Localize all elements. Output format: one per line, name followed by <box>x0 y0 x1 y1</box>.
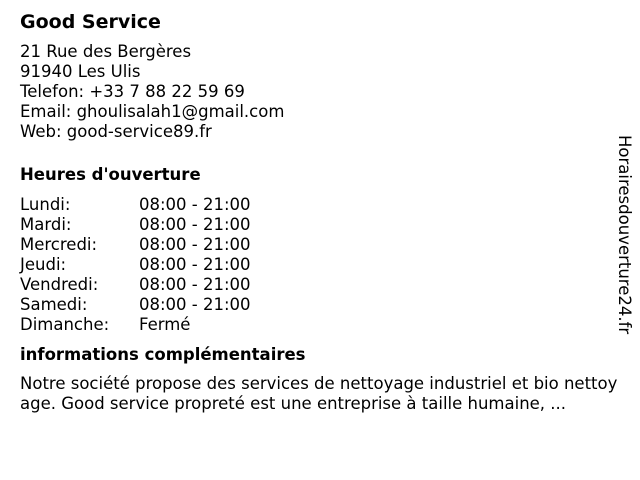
hours-table <box>20 195 625 335</box>
day-label: Dimanche: <box>20 315 110 334</box>
address-street: 21 Rue des Bergères <box>20 42 192 61</box>
email-address: Email: ghoulisalah1@gmail.com <box>20 102 285 121</box>
time-range: 08:00 - 21:00 <box>139 195 251 214</box>
website: Web: good-service89.fr <box>20 122 212 141</box>
watermark-site-name: Horairesdouverture24.fr <box>615 135 634 335</box>
day-label: Jeudi: <box>20 255 67 274</box>
time-range: 08:00 - 21:00 <box>139 215 251 234</box>
hours-row-wednesday <box>20 235 625 255</box>
time-range: 08:00 - 21:00 <box>139 275 251 294</box>
time-range: 08:00 - 21:00 <box>139 235 251 254</box>
hours-row-friday <box>20 275 625 295</box>
hours-heading: Heures d'ouverture <box>20 165 201 184</box>
day-label: Mardi: <box>20 215 72 234</box>
hours-row-monday <box>20 195 625 215</box>
hours-row-tuesday <box>20 215 625 235</box>
hours-row-saturday <box>20 295 625 315</box>
business-name: Good Service <box>20 11 161 33</box>
time-range: 08:00 - 21:00 <box>139 255 251 274</box>
time-range: Fermé <box>139 315 191 334</box>
address-city: 91940 Les Ulis <box>20 62 141 81</box>
day-label: Vendredi: <box>20 275 99 294</box>
info-description: Notre société propose des services de nettoyage industriel et bio nettoyage. Good service propreté est une entreprise à taille humaine, ... <box>20 374 618 413</box>
business-card <box>20 10 625 414</box>
day-label: Samedi: <box>20 295 88 314</box>
phone-number: Telefon: +33 7 88 22 59 69 <box>20 82 245 101</box>
hours-row-thursday <box>20 255 625 275</box>
day-label: Lundi: <box>20 195 71 214</box>
day-label: Mercredi: <box>20 235 98 254</box>
time-range: 08:00 - 21:00 <box>139 295 251 314</box>
info-heading: informations complémentaires <box>20 345 306 364</box>
hours-row-sunday <box>20 315 625 335</box>
